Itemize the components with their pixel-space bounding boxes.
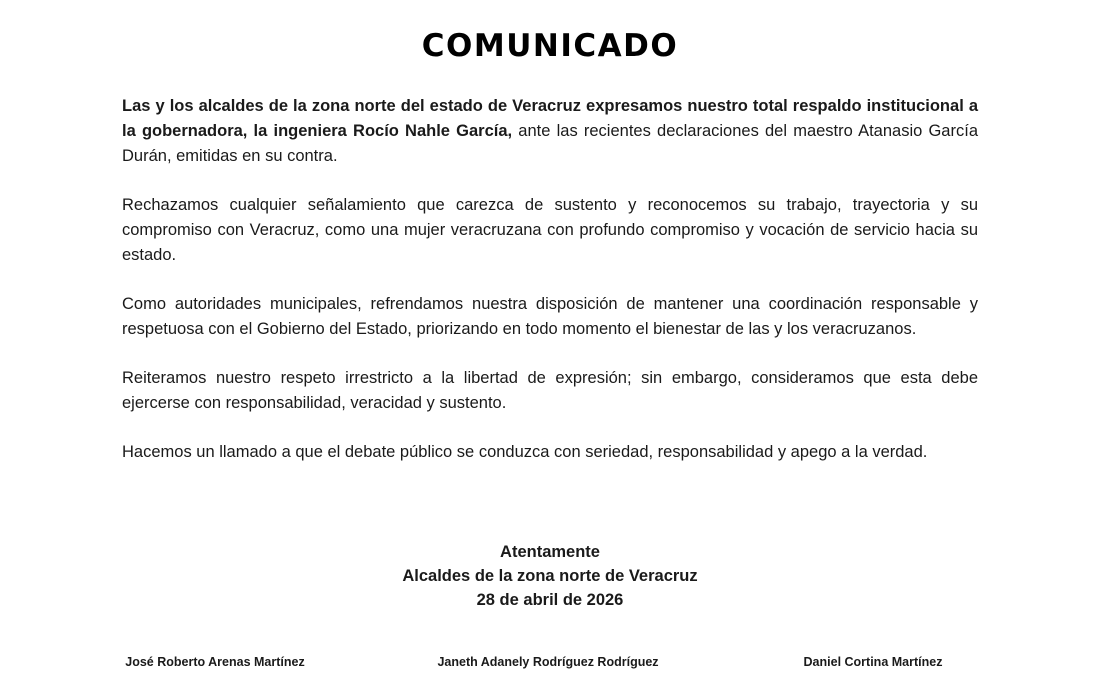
signatory-name: Janeth Adanely Rodríguez Rodríguez bbox=[437, 655, 659, 669]
closing-signed-by: Alcaldes de la zona norte de Veracruz bbox=[402, 567, 698, 585]
paragraph-2: Rechazamos cualquier señalamiento que carezca de sustento y reconocemos su trabajo, trayectoria y su compromiso con Veracruz, como una mujer veracruzana con profundo compromiso y vocación de servicio hacia su estado. bbox=[122, 196, 978, 264]
document-body bbox=[122, 94, 978, 489]
paragraph-1-bold: Las y los alcaldes de la zona norte del estado de Veracruz expresamos nuestro total respaldo institucional a la gobernadora, la ingeniera Rocío Nahle García, bbox=[122, 97, 978, 140]
paragraph-1 bbox=[122, 94, 978, 169]
signatory-1 bbox=[95, 653, 335, 671]
closing-date: 28 de abril de 2026 bbox=[476, 591, 624, 609]
document-title: COMUNICADO bbox=[421, 28, 679, 64]
signatory-name: José Roberto Arenas Martínez bbox=[125, 655, 305, 669]
closing-block bbox=[0, 540, 1100, 612]
paragraph-5: Hacemos un llamado a que el debate público se conduzca con seriedad, responsabilidad y apego a la verdad. bbox=[122, 443, 928, 461]
paragraph-1-rest: ante las recientes declaraciones del maestro Atanasio García Durán, emitidas en su contra. bbox=[122, 122, 978, 165]
paragraph-3: Como autoridades municipales, refrendamos nuestra disposición de mantener una coordinación responsable y respetuosa con el Gobierno del Estado, priorizando en todo momento el bienestar de las y los veracruzanos. bbox=[122, 295, 978, 338]
closing-salutation: Atentamente bbox=[500, 543, 600, 561]
signatory-2 bbox=[418, 653, 678, 671]
signatory-name: Daniel Cortina Martínez bbox=[803, 655, 943, 669]
signatory-3 bbox=[773, 653, 973, 671]
paragraph-4: Reiteramos nuestro respeto irrestricto a la libertad de expresión; sin embargo, consideramos que esta debe ejercerse con responsabilidad, veracidad y sustento. bbox=[122, 369, 978, 412]
